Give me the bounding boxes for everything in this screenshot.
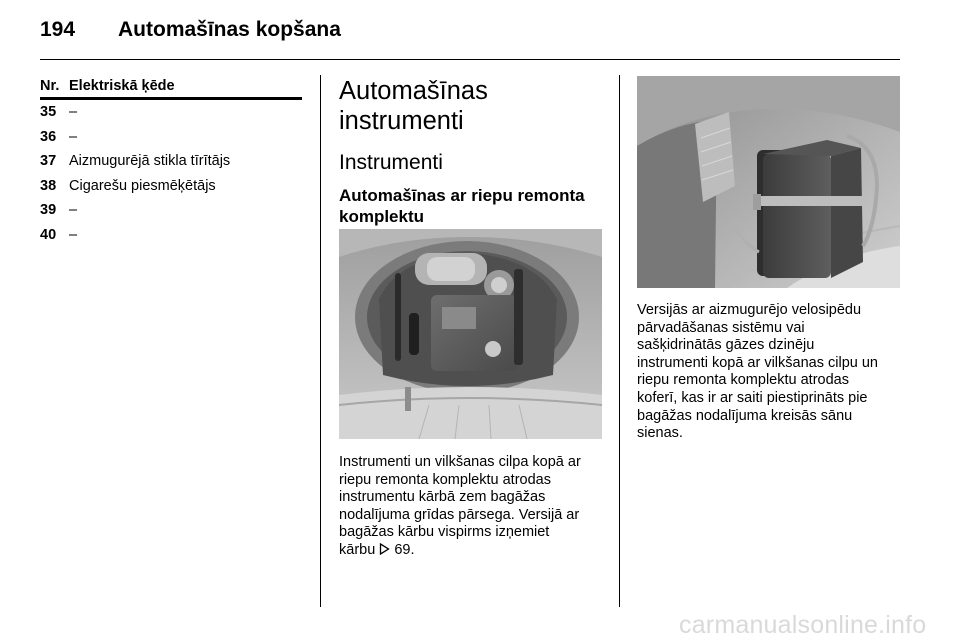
column-divider: [619, 75, 620, 607]
column-divider: [320, 75, 321, 607]
table-row: [40, 126, 302, 150]
fuse-number: 35: [40, 104, 57, 120]
fuse-circuit: Aizmugurējā stikla tīrītājs: [69, 153, 231, 169]
section-headings: [339, 76, 605, 227]
fuse-number: 38: [40, 177, 57, 194]
header-rule: [40, 59, 900, 60]
fuse-circuit: –: [69, 104, 78, 120]
body-paragraph: Versijās ar aizmugurējo velosipēdu pārvadāšanas sistēmu vai sašķidrinātās gāzes dzinēju instrumenti kopā ar vilkšanas cilpu un riepu remonta komplektu atrodas koferī, kas ir ar saiti piestiprināts pie bagāžas nodalījuma kreisās sānu sienas.: [637, 302, 878, 442]
subsubsection-title: Automašīnas ar riepu remonta komplektu: [339, 186, 585, 226]
fuse-circuit: –: [69, 128, 78, 145]
fuse-table-header: [40, 78, 302, 100]
tool-case-photo: [637, 76, 900, 288]
fuse-circuit: –: [69, 202, 78, 218]
fuse-table: [40, 78, 302, 247]
running-title: Automašīnas kopšana: [118, 18, 341, 41]
table-row: [40, 101, 302, 125]
fuse-number: 36: [40, 128, 57, 145]
col-circuit-header: Elektriskā ķēde: [69, 78, 175, 94]
page-number: 194: [40, 18, 76, 41]
table-row: [40, 199, 302, 223]
table-row: [40, 175, 302, 199]
fuse-number: 40: [40, 226, 57, 243]
subsection-title: Instrumenti: [339, 151, 443, 174]
col-no-header: Nr.: [40, 78, 60, 94]
fuse-number: 37: [40, 153, 57, 169]
fuse-circuit: –: [69, 226, 78, 243]
fuse-circuit: Cigarešu piesmēķētājs: [69, 177, 216, 194]
table-row: [40, 224, 302, 248]
tool-box-photo: [339, 229, 602, 439]
body-paragraph: Instrumenti un vilkšanas cilpa kopā ar riepu remonta komplektu atrodas instrumentu kārbā zem bagāžas nodalījuma grīdas pārsega. Versijā ar bagāžas kārbu vispirms izņemiet kārbu 69.: [339, 454, 581, 558]
page-reference-arrow-icon: [379, 542, 390, 558]
section-title: Automašīnas instrumenti: [339, 77, 488, 135]
watermark: carmanualsonline.info: [679, 611, 927, 639]
page-reference-link[interactable]: 69.: [394, 541, 415, 558]
table-row: [40, 150, 302, 174]
fuse-number: 39: [40, 202, 57, 218]
